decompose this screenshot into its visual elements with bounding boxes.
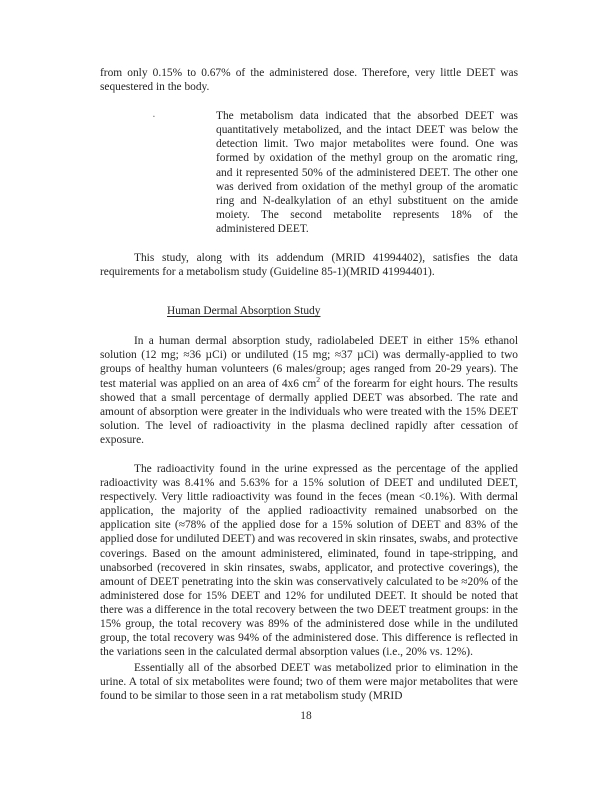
- spacer: [100, 94, 518, 109]
- paragraph-text-part-2: of the forearm for eight hours. The results showed that a small percentage of dermally applied DEET was absorbed. The rate and amount of absorption were greater in the individuals who were treated with the 15% DEET solution. The level of radioactivity in the plasma declined rapidly after cessation of exposure.: [100, 377, 518, 446]
- page-number: 18: [300, 710, 312, 722]
- section-heading-human-dermal-absorption-study: Human Dermal Absorption Study: [167, 305, 321, 318]
- paragraph-radioactivity-findings: The radioactivity found in the urine expressed as the percentage of the applied radioactivity was 8.41% and 5.63% for a 15% solution of DEET and undiluted DEET, respectively. Very little radioactivity was found in the feces (mean <0.1%). With dermal application, the majority of the applied radioactivity remained unabsorbed on the application site (≈78% of the applied dose for a 15% solution of DEET and 83% of the applied dose for undiluted DEET) and was recovered in skin rinsates, swabs, and protective coverings. Based on the amount administered, eliminated, found in tape-stripping, and unabsorbed (recovered in skin rinsates, swabs, applicator, and protective coverings), the amount of DEET penetrating into the skin was conservatively calculated to be ≈20% of the administered dose for 15% DEET and 12% for undiluted DEET. It should be noted that there was a difference in the total recovery between the two DEET treatment groups: in the 15% group, the total recovery was 89% of the administered dose while in the undiluted group, the total recovery was 94% of the administered dose. This difference is reflected in the variations seen in the calculated dermal absorption values (i.e., 20% vs. 12%).: [100, 462, 518, 659]
- paragraph-text-part-1: In a human dermal absorption study, radiolabeled DEET in either 15% ethanol solution (12 mg; ≈36 µCi) or undiluted (15 mg; ≈37 µCi) was dermally-applied to two groups of healthy human volunteers (6 males/group; ages ranged from 20-29 years). The test material was applied on an area of 4x6 cm: [100, 335, 518, 390]
- bullet-paragraph-text: The metabolism data indicated that the absorbed DEET was quantitatively metabolized, and the intact DEET was below the detection limit. Two major metabolites were found. One was formed by oxidation of the methyl group on the aromatic ring, and it represented 50% of the administered DEET. The other one was derived from oxidation of the methyl group of the aromatic ring and N-dealkylation of an ethyl substituent on the amide moiety. The second metabolite represents 18% of the administered DEET.: [216, 110, 518, 235]
- bullet-marker-icon: ·: [152, 111, 156, 124]
- paragraph-continuation: from only 0.15% to 0.67% of the administered dose. Therefore, very little DEET was sequestered in the body.: [100, 67, 518, 94]
- paragraph-metabolism-conclusion: Essentially all of the absorbed DEET was metabolized prior to elimination in the urine. A total of six metabolites were found; two of them were major metabolites that were found to be similar to those seen in a rat metabolism study (MRID: [100, 662, 518, 703]
- bullet-paragraph-block: [152, 109, 518, 236]
- page-content: [100, 66, 518, 704]
- spacer: [100, 319, 518, 334]
- spacer: [100, 236, 518, 251]
- paragraph-study-summary: This study, along with its addendum (MRID 41994402), satisfies the data requirements for a metabolism study (Guideline 85-1)(MRID 41994401).: [100, 252, 518, 279]
- spacer: [100, 279, 518, 301]
- superscript-squared: 2: [316, 374, 321, 384]
- section-heading-wrapper: [100, 301, 518, 319]
- paragraph-dermal-absorption-intro: [100, 334, 518, 447]
- spacer: [100, 447, 518, 462]
